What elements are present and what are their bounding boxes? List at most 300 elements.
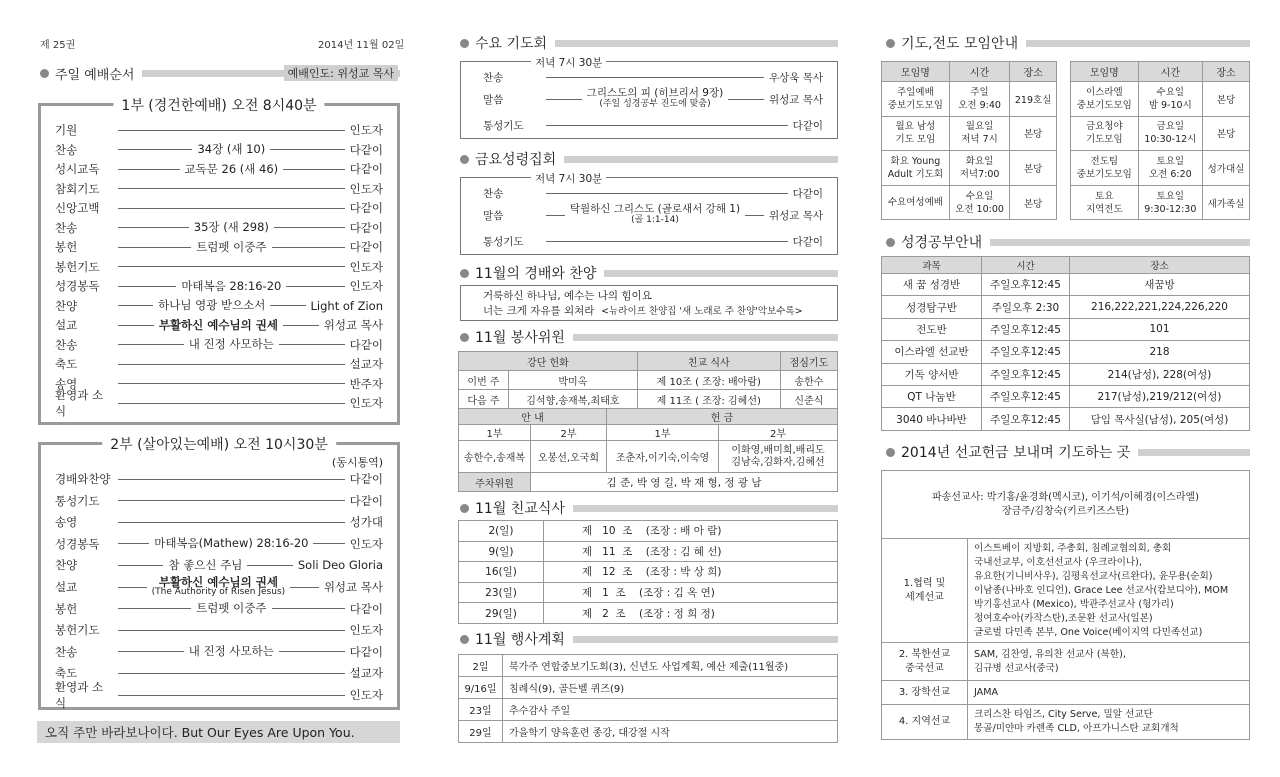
prayer-name [1071, 151, 1139, 186]
order-person: 다같이 [349, 493, 383, 508]
offering-p1: 조춘자,이기숙,이숙영 [607, 441, 719, 473]
this-week-label: 이번 주 [459, 371, 509, 390]
prayer-name-line: 금요청야 [1085, 121, 1123, 133]
prayer-name-line: Adult 기도회 [887, 168, 944, 180]
friday-heading [460, 149, 838, 169]
meal-group: 제 2 조 [582, 607, 626, 620]
order-person: 다같이 [349, 472, 383, 486]
order-content-main: 부활하신 예수님의 권세 [158, 574, 278, 589]
missions-label-line: 2. 북한선교 [898, 648, 951, 660]
missions-sent [882, 471, 1250, 539]
order-row [55, 276, 383, 296]
offering-header: 헌 금 [607, 409, 838, 425]
prayer-heading [886, 33, 1250, 53]
prayer-row [1071, 185, 1250, 220]
meal-group: 제 12 조 [582, 566, 633, 579]
lunch-header: 점심기도 [780, 352, 837, 371]
event-row [459, 699, 838, 721]
bible-study-table [881, 256, 1250, 431]
bullet-icon [460, 504, 469, 513]
guide-p1: 송한수,송재복 [459, 441, 531, 473]
meal-row [459, 603, 838, 624]
missions-row [882, 539, 1250, 643]
order-content-main: 마태복음 28:16-20 [181, 278, 282, 293]
order-content [159, 319, 278, 332]
prayer-time [949, 116, 1009, 151]
volume-label: 제 25권 [40, 40, 76, 51]
prayer-name-line: 주일예배 [897, 86, 934, 98]
events-heading [460, 629, 838, 649]
order-person: 위성교 목사 [323, 580, 384, 594]
bible-time: 주일오후12:45 [982, 341, 1070, 363]
service-row [483, 89, 823, 109]
leader-line [118, 383, 345, 384]
meal-group-cell [544, 541, 838, 562]
order-label: 찬송 [55, 644, 78, 659]
prayer-time-line: 화요일 [965, 155, 994, 167]
bible-course: 새 꿈 성경반 [882, 274, 982, 296]
leader-line [118, 695, 345, 696]
order-label: 통성기도 [55, 493, 100, 508]
prayer-title: 기도,전도 모임안내 [901, 36, 1019, 52]
order-label: 찬송 [55, 142, 78, 157]
event-date: 29일 [459, 721, 503, 743]
events-table [458, 654, 838, 743]
bible-course: QT 나눔반 [882, 385, 982, 407]
order-content-main: 내 진정 사모하는 [188, 337, 274, 352]
leader-line [745, 215, 764, 216]
order-person: Light of Zion [310, 298, 384, 313]
order-label: 봉헌 [55, 240, 78, 254]
bible-time: 주일오후12:45 [982, 385, 1070, 407]
leader-line [546, 193, 788, 194]
service-row [483, 67, 823, 87]
prayer-time [1138, 185, 1202, 220]
bible-course: 성경탐구반 [882, 296, 982, 318]
order-row [55, 555, 383, 575]
leader-line [274, 227, 345, 228]
meal-date: 29(일) [459, 603, 544, 624]
leader-line [118, 169, 180, 170]
bullet-icon [460, 635, 469, 644]
prayer-row [882, 185, 1057, 220]
leader-line [272, 247, 345, 248]
order-label: 경배와찬양 [55, 472, 111, 486]
order-content [197, 143, 265, 156]
missions-label-line: 중국선교 [905, 662, 944, 674]
order-label: 기원 [55, 123, 78, 137]
volunteers-title: 11월 봉사위원 [475, 330, 565, 346]
prayer-header-row [882, 62, 1057, 82]
order-label: 축도 [55, 666, 78, 681]
prayer-place: 본당 [1203, 116, 1250, 151]
order-label: 찬송 [55, 220, 78, 235]
offering-p2-header: 2부 [719, 425, 838, 441]
order-row [55, 218, 383, 238]
friday-title: 금요성령집회 [475, 152, 557, 168]
prayer-place: 새가족실 [1203, 185, 1250, 220]
leader-line [118, 344, 184, 345]
service-label: 통성기도 [483, 235, 524, 248]
leader-line [118, 227, 189, 228]
part2-title: 2부 (살아있는예배) 오전 10시30분 [102, 434, 336, 454]
next-week-pulpit: 김석향,송재복,최태호 [509, 390, 638, 409]
leader-line [118, 188, 345, 189]
wednesday-title: 수요 기도회 [475, 36, 548, 52]
order-content [196, 241, 266, 254]
order-content-main: 마태복음(Mathew) 28:16-20 [154, 536, 309, 551]
prayer-time-line: 수요일 [1156, 86, 1185, 98]
event-text: 가을학기 양육훈련 종강, 대강절 시작 [503, 721, 838, 743]
order-row [55, 335, 383, 355]
order-content-main: 참 좋으신 주님 [168, 558, 243, 573]
service-content [587, 88, 723, 109]
missions-content-line: 이남종(나바호 인디언), Grace Lee 선교사(캄보디아), MOM [974, 584, 1229, 596]
prayer-name-line: 중보기도모임 [887, 99, 943, 111]
bible-time: 주일오후12:45 [982, 408, 1070, 430]
prayer-header: 모임명 [882, 62, 950, 82]
order-person: 다같이 [349, 601, 384, 616]
missions-content [968, 643, 1250, 681]
prayer-time-line: 주일 [970, 86, 989, 98]
heading-bar [1138, 449, 1250, 456]
this-week-pulpit: 박미옥 [509, 371, 638, 390]
praise-heading [460, 263, 838, 283]
meal-date: 2(일) [459, 521, 544, 542]
prayer-name [1071, 185, 1139, 220]
prayer-time-line: 금요일 [1156, 121, 1185, 133]
prayer-name-line: 기도 모임 [895, 134, 936, 146]
prayer-time-line: 월요일 [965, 121, 994, 133]
prayer-place: 성가대실 [1203, 151, 1250, 186]
missions-label [882, 705, 968, 740]
event-text: 추수감사 주일 [503, 699, 838, 721]
order-label: 설교 [55, 318, 78, 332]
prayer-time [949, 82, 1009, 117]
heading-bar [573, 334, 838, 341]
prayer-name-line: 기도모임 [1085, 134, 1123, 146]
order-row [55, 388, 383, 418]
fellowship-header: 친교 식사 [637, 352, 780, 371]
praise-line-2-note: <뉴라이프 찬양집 '새 노래로 주 찬양'악보수록> [601, 306, 803, 317]
offering-p2-line-1: 이화영,배미희,배리도 [731, 444, 825, 456]
order-person: 인도자 [349, 688, 383, 702]
guide-p2: 오봉선,오국희 [531, 441, 607, 473]
order-content [189, 645, 274, 658]
order-content [152, 576, 286, 599]
bible-row [882, 385, 1250, 407]
leader-line [279, 344, 345, 345]
leader-line [118, 479, 345, 480]
next-week-lunch: 신준식 [780, 390, 837, 409]
leader-line [118, 608, 191, 609]
order-label: 성경봉독 [55, 279, 100, 293]
prayer-time [1138, 151, 1202, 186]
leader-line [118, 403, 345, 404]
prayer-name-line: 화요 Young [890, 155, 941, 167]
order-person: 성가대 [349, 515, 383, 530]
missions-content-line: 크리스찬 타임즈, City Serve, 밀알 선교단 [974, 709, 1153, 720]
leader-line [118, 149, 192, 150]
order-person: 설교자 [349, 357, 383, 371]
parking-names: 김 준, 박 영 길, 박 재 형, 정 광 남 [531, 473, 838, 492]
event-row [459, 721, 838, 743]
missions-label [882, 539, 968, 643]
order-row [55, 512, 383, 532]
leader-line [546, 125, 788, 126]
meal-row [459, 582, 838, 603]
missions-label-line: 1.협력 및 [903, 577, 946, 589]
missions-content-line: 글로벌 다민족 본부, One Voice(베이지역 다민족선교) [974, 626, 1203, 638]
prayer-name-line: 월요 남성 [895, 121, 936, 133]
bible-header: 과목 [882, 257, 982, 274]
heading-bar [1026, 40, 1250, 47]
prayer-place: 219호실 [1010, 82, 1057, 117]
order-row [55, 257, 383, 277]
heading-bar [573, 636, 838, 643]
service-person: 우상욱 목사 [768, 71, 823, 84]
order-row [55, 491, 383, 511]
order-person: Soli Deo Gloria [297, 558, 383, 573]
missions-content-line: 몽골/미얀마 카렌족 CLD, 아프가니스탄 교회개척 [974, 723, 1179, 734]
bullet-icon [886, 238, 895, 247]
service-person: 위성교 목사 [768, 209, 824, 222]
bible-place: 216,222,221,224,226,220 [1070, 296, 1250, 318]
prayer-time-line: 토요일 [1156, 155, 1185, 167]
leader-line [118, 543, 149, 544]
service-label: 찬송 [483, 71, 504, 84]
volunteers-table [458, 351, 838, 409]
prayer-time [1138, 82, 1202, 117]
order-person: 인도자 [349, 181, 383, 196]
order-row [55, 620, 383, 640]
meals-heading [460, 498, 838, 518]
order-content-main: 트럼펫 이중주 [196, 601, 267, 616]
bible-place: 214(남성), 228(여성) [1070, 363, 1250, 385]
prayer-name-line: 토요 [1095, 190, 1114, 202]
bullet-icon [886, 39, 895, 48]
service-row [483, 205, 823, 225]
prayer-name-line: 전도팀 [1090, 155, 1119, 167]
service-label: 찬송 [483, 187, 504, 200]
prayer-header-row [1071, 62, 1250, 82]
heading-bar [142, 67, 400, 80]
order-content-main: 트럼펫 이중주 [196, 239, 267, 254]
order-content [194, 221, 269, 234]
sermon-title: 그리스도의 피 (히브리서 9장) [586, 87, 724, 100]
prayer-name [1071, 82, 1139, 117]
praise-title: 11월의 경배와 찬양 [475, 266, 597, 282]
guide-header: 안 내 [459, 409, 607, 425]
order-row [55, 680, 383, 710]
missions-label-line: 3. 장학선교 [898, 686, 951, 698]
missions-content-line: 박기홍선교사 (Mexico), 박관주선교사 (헝가리) [974, 598, 1174, 610]
meal-group: 제 10 조 [582, 525, 633, 538]
prayer-name [882, 151, 950, 186]
leader-line [118, 266, 345, 267]
events-title: 11월 행사계획 [475, 632, 565, 648]
prayer-time-line: 수요일 [965, 190, 994, 202]
bible-course: 3040 바나바반 [882, 408, 982, 430]
order-content [185, 163, 279, 176]
event-date: 2일 [459, 655, 503, 677]
missions-label-line: 세계선교 [905, 591, 944, 603]
bible-header: 장소 [1070, 257, 1250, 274]
order-label: 환영과 소식 [55, 680, 104, 710]
meals-title: 11월 친교식사 [475, 501, 565, 517]
praise-box [460, 285, 838, 321]
prayer-name [882, 116, 950, 151]
missions-content [968, 539, 1250, 643]
service-person: 다같이 [792, 119, 823, 132]
prayer-time-line: 10:30-12시 [1144, 134, 1197, 146]
leader-line [118, 565, 163, 566]
prayer-name [882, 185, 950, 220]
order-person: 설교자 [349, 666, 383, 681]
prayer-time-line: 저녁 7시 [961, 134, 998, 146]
order-person: 인도자 [349, 123, 383, 137]
leader-line [272, 608, 345, 609]
order-row [55, 120, 383, 140]
heading-bar [990, 239, 1250, 246]
parking-label: 주차위원 [459, 473, 531, 492]
bible-heading [886, 232, 1250, 252]
missions-label-line: 4. 지역선교 [898, 716, 951, 727]
missions-sent-line: 파송선교사: 박기홍/윤경화(멕시코), 이기석/이혜경(이스라엘) [931, 491, 1200, 503]
wednesday-heading [460, 33, 838, 53]
offering-p2-line-2: 김남숙,김화자,김혜선 [731, 456, 825, 468]
prayer-row [882, 82, 1057, 117]
pulpit-header: 강단 헌화 [459, 352, 638, 371]
bible-time: 주일오후12:45 [982, 318, 1070, 340]
meal-date: 23(일) [459, 582, 544, 603]
order-person: 다같이 [349, 142, 384, 157]
missions-content-line: 김규병 선교사(중국) [974, 662, 1059, 674]
leader-line [118, 673, 345, 674]
order-content [189, 338, 274, 351]
order-label: 성경봉독 [55, 536, 100, 551]
guide-offering-table [458, 408, 838, 492]
order-content [181, 280, 281, 293]
meals-table [458, 520, 838, 624]
missions-content-line: 국내선교부, 이호선선교사 (우크라이나), [974, 556, 1142, 568]
prayer-name-line: 지역전도 [1085, 203, 1123, 215]
part1-title: 1부 (경건한예배) 오전 8시40분 [113, 95, 324, 115]
leader-line [313, 543, 344, 544]
order-person: 인도자 [349, 279, 383, 293]
prayer-name-line: 중보기도모임 [1076, 168, 1132, 180]
order-label: 봉헌 [55, 601, 78, 616]
leader-line [118, 651, 184, 652]
order-person: 반주자 [349, 376, 383, 391]
order-person: 인도자 [349, 623, 383, 638]
prayer-time-line: 오전 9:40 [958, 99, 1001, 111]
leader-line [118, 364, 345, 365]
order-label: 봉헌기도 [55, 259, 100, 274]
service-person: 다같이 [792, 235, 823, 248]
order-row [55, 599, 383, 619]
missions-content-line: 정여호수아(카작스탄),조문환 선교사(일본) [974, 612, 1153, 624]
prayer-place: 본당 [1010, 151, 1057, 186]
bible-course: 기독 양서반 [882, 363, 982, 385]
leader-line [247, 565, 292, 566]
bible-place: 217(남성),219/212(여성) [1070, 385, 1250, 407]
prayer-time-line: 오전 10:00 [955, 203, 1004, 215]
bullet-icon [460, 39, 469, 48]
meal-row [459, 521, 838, 542]
prayer-place: 본당 [1010, 185, 1057, 220]
service-row [483, 115, 823, 135]
bible-place: 218 [1070, 341, 1250, 363]
praise-line-2: 너는 크게 자유를 외쳐라 [483, 305, 595, 317]
service-person: 위성교 목사 [768, 93, 823, 106]
missions-content-line: JAMA [974, 686, 999, 698]
order-person: 다같이 [349, 201, 383, 215]
order-person: 다같이 [349, 644, 383, 659]
footer-motto: 오직 주만 바라보나이다. But Our Eyes Are Upon You. [37, 721, 400, 743]
order-content-main: 하나님 영광 받으소서 [158, 298, 266, 313]
leader-line [118, 305, 153, 306]
prayer-row [1071, 82, 1250, 117]
order-row [55, 237, 383, 257]
order-person: 인도자 [349, 396, 383, 410]
meal-date: 9(일) [459, 541, 544, 562]
leader-line [546, 77, 764, 78]
missions-title: 2014년 선교헌금 보내며 기도하는 곳 [901, 445, 1131, 461]
bible-time: 주일오후 2:30 [982, 296, 1070, 318]
sermon-title: 탁월하신 그리스도 (골로새서 강해 1) [569, 203, 741, 216]
bible-header-row [882, 257, 1250, 274]
leader-line [546, 99, 582, 100]
order-label: 설교 [55, 580, 78, 594]
next-week-label: 다음 주 [459, 390, 509, 409]
event-text: 침례식(9), 골든벨 퀴즈(9) [503, 677, 838, 699]
bible-place: 101 [1070, 318, 1250, 340]
prayer-header: 장소 [1010, 62, 1057, 82]
leader-line [118, 587, 147, 588]
leader-line [118, 286, 176, 287]
event-row [459, 677, 838, 699]
bible-row [882, 363, 1250, 385]
prayer-time-line: 저녁7:00 [959, 168, 1000, 180]
leader-line [546, 215, 565, 216]
prayer-time-line: 밤 9-10시 [1148, 99, 1192, 111]
prayer-name-line: 중보기도모임 [1076, 99, 1132, 111]
order-content-main: 부활하신 예수님의 권세 [158, 317, 278, 332]
bullet-icon [886, 448, 895, 457]
leader-line [286, 286, 344, 287]
sermon-sub: (주일 성경공부 진도에 맞춤) [599, 98, 711, 109]
wednesday-box [460, 57, 838, 139]
service-person: 다같이 [792, 187, 823, 200]
prayer-name-line: 이스라엘 [1085, 86, 1123, 98]
leader-line [283, 325, 319, 326]
order-label: 환영과 소식 [55, 388, 104, 418]
missions-sent-row [882, 471, 1250, 539]
leader-line [118, 630, 345, 631]
bible-place: 새꿈방 [1070, 274, 1250, 296]
prayer-row [1071, 151, 1250, 186]
missions-label [882, 681, 968, 705]
bible-header: 시간 [982, 257, 1070, 274]
order-content-main: 내 진정 사모하는 [188, 644, 274, 659]
leader-line [270, 305, 305, 306]
bible-row [882, 274, 1250, 296]
prayer-time [1138, 116, 1202, 151]
leader-line [118, 500, 345, 501]
bible-row [882, 318, 1250, 340]
service-label: 말씀 [483, 93, 504, 106]
